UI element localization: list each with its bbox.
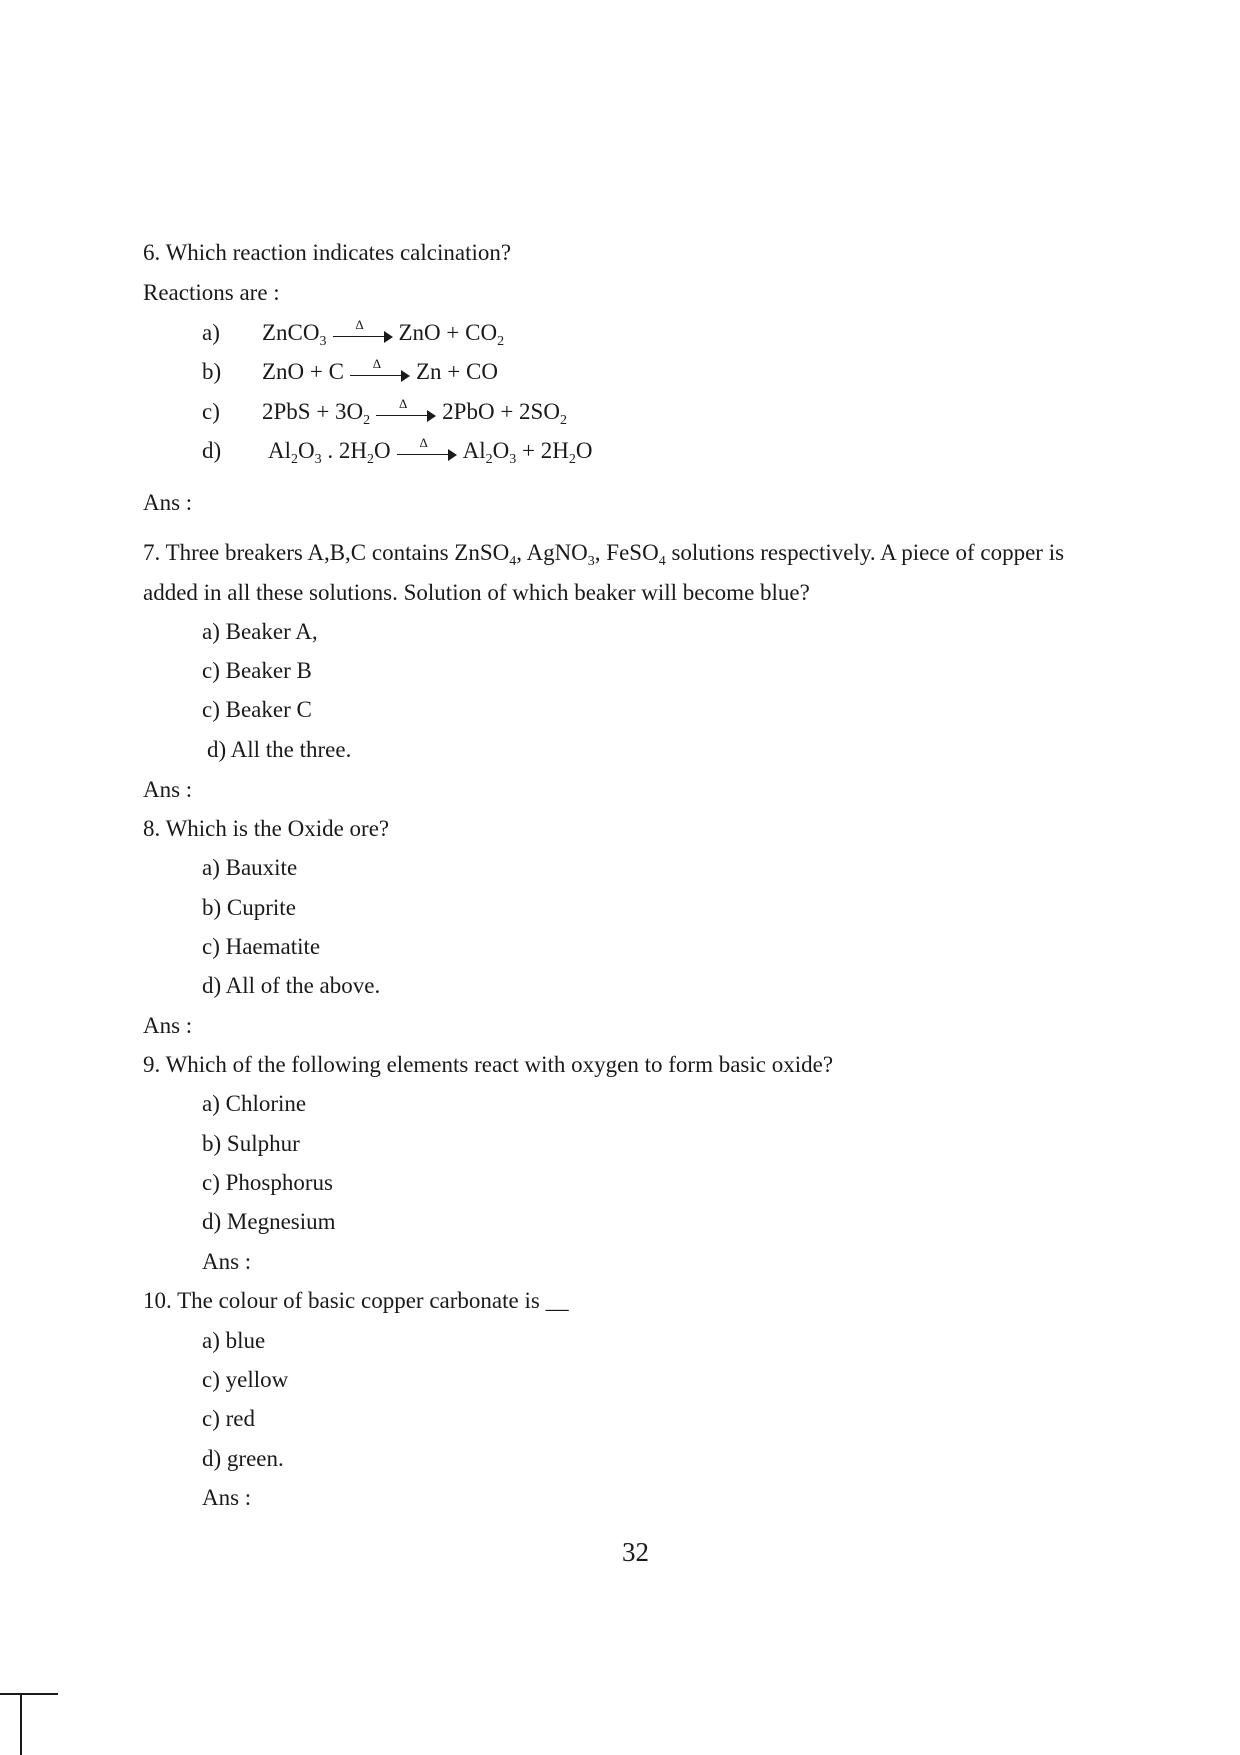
q7-option-a: a) Beaker A, bbox=[202, 619, 318, 644]
q10-option-a: a) blue bbox=[202, 1328, 266, 1353]
product: Zn + CO bbox=[415, 359, 498, 384]
product: ZnO + $CO_2$ bbox=[398, 320, 505, 349]
reactant: ZnCO$_3$ bbox=[262, 320, 327, 349]
q7-question-line1: 7. Three breakers A,B,C contains ZnSO$_4$, AgNO$_3$, FeSO$_4$ solutions respectively. A piece of copper is bbox=[143, 540, 1065, 569]
heat-arrow-icon: Δ bbox=[397, 444, 457, 462]
q10-option-d: d) green. bbox=[202, 1446, 284, 1471]
heat-arrow-icon: Δ bbox=[333, 326, 393, 344]
q10-question: 10. The colour of basic copper carbonate is __ bbox=[143, 1288, 569, 1313]
q8-option-d: d) All of the above. bbox=[202, 973, 381, 998]
q6-answer: Ans : bbox=[143, 490, 193, 515]
q8-option-b: b) Cuprite bbox=[202, 895, 296, 920]
q8-question: 8. Which is the Oxide ore? bbox=[143, 816, 390, 841]
crop-mark-vertical bbox=[20, 1694, 22, 1755]
q6-question: 6. Which reaction indicates calcination? bbox=[143, 240, 512, 265]
q7-option-d: d) All the three. bbox=[207, 737, 352, 762]
q7-question-line2: added in all these solutions. Solution of which beaker will become blue? bbox=[143, 580, 810, 605]
q8-option-a: a) Bauxite bbox=[202, 855, 298, 880]
product: $Al_2O_3 + 2H_2O$ bbox=[462, 438, 593, 467]
heat-arrow-icon: Δ bbox=[376, 405, 436, 423]
reactant: ZnO + C bbox=[262, 359, 344, 384]
q9-option-c: c) Phosphorus bbox=[202, 1170, 333, 1195]
heat-arrow-icon: Δ bbox=[350, 365, 410, 383]
q7-answer: Ans : bbox=[143, 777, 193, 802]
q9-option-d: d) Megnesium bbox=[202, 1209, 336, 1234]
page-number: 32 bbox=[622, 1537, 649, 1567]
q9-option-a: a) Chlorine bbox=[202, 1091, 307, 1116]
q9-answer: Ans : bbox=[202, 1249, 252, 1274]
q6-option-a: a) ZnCO$_3$ Δ ZnO + $CO_2$ bbox=[202, 316, 505, 349]
q10-option-b: c) yellow bbox=[202, 1367, 289, 1392]
q6-option-b: b) ZnO + C Δ Zn + CO bbox=[202, 355, 498, 384]
reactant: $2PbS + 3O_2$ bbox=[262, 399, 371, 428]
product: $2PbO + 2SO_2$ bbox=[442, 399, 567, 428]
q10-option-c: c) red bbox=[202, 1406, 255, 1431]
q8-option-c: c) Haematite bbox=[202, 934, 321, 959]
q6-option-c: c) $2PbS + 3O_2$ Δ $2PbO + 2SO_2$ bbox=[202, 395, 567, 428]
q7-option-b: c) Beaker B bbox=[202, 658, 312, 683]
reactant: $Al_2O_3$ . $2H_2O$ bbox=[268, 438, 391, 467]
crop-mark-horizontal bbox=[0, 1693, 58, 1695]
q10-answer: Ans : bbox=[202, 1485, 252, 1510]
q7-option-c: c) Beaker C bbox=[202, 697, 312, 722]
q9-option-b: b) Sulphur bbox=[202, 1131, 300, 1156]
q6-option-d: d) $Al_2O_3$ . $2H_2O$ Δ $Al_2O_3 + 2H_2O$ bbox=[202, 434, 593, 467]
q6-intro: Reactions are : bbox=[143, 280, 280, 305]
q9-question: 9. Which of the following elements react with oxygen to form basic oxide? bbox=[143, 1052, 834, 1077]
q8-answer: Ans : bbox=[143, 1013, 193, 1038]
